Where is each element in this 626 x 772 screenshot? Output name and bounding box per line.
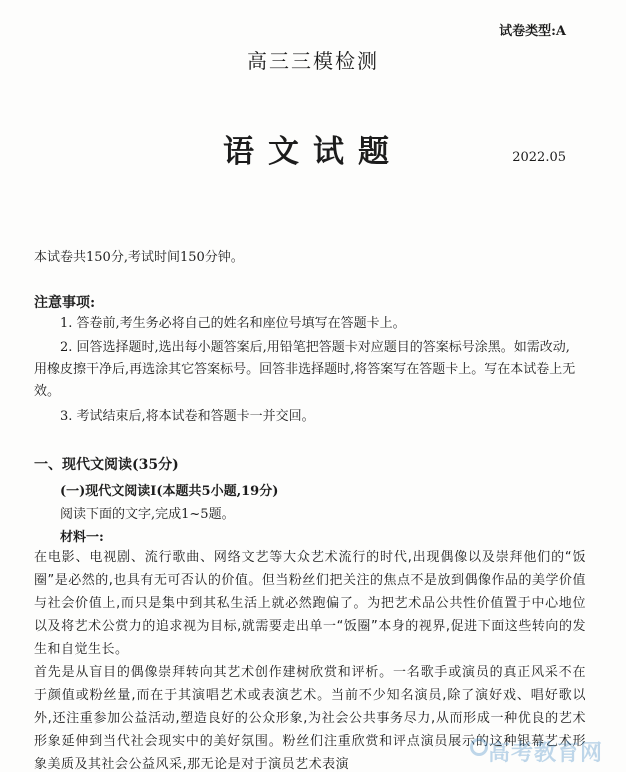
- notice-title: 注意事项:: [34, 295, 96, 311]
- material-label: 材料一:: [60, 530, 104, 545]
- paper-type-label: 试卷类型:A: [499, 24, 566, 39]
- material-paragraph-text: 首先是从盲目的偶像崇拜转向其艺术创作建树欣赏和评析。一名歌手或演员的真正风采不在于颜值或粉丝量,而在于其演唱艺术或表演艺术。当前不少知名演员,除了演好戏、唱好歌以外,还注重参加公益活动,塑造良好的公众形象,为社会公共事务尽力,从而形成一种优良的艺术形象延伸到当代社会现实中的美好氛围。粉丝们注重欣赏和评点演员展示的这种银幕艺术形象美质及其社会公益风采,那无论是对于演员艺术表演: [34, 665, 586, 772]
- reading-instruction: 阅读下面的文字,完成1~5题。: [60, 507, 235, 522]
- notice-item: [34, 313, 582, 335]
- notice-item: [34, 337, 582, 403]
- subject-title: 语文试题: [223, 134, 403, 170]
- material-paragraph-text: 在电影、电视剧、流行歌曲、网络文艺等大众艺术流行的时代,出现偶像以及崇拜他们的“饭圈”是必然的,也具有无可否认的价值。但当粉丝们把关注的焦点不是放到偶像作品的美学价值与社会价值上,而只是集中到其私生活上就必然跑偏了。为把艺术品公共性价值置于中心地位以及将艺术公赏力的追求视为目标,就需要走出单一“饭圈”本身的视界,促进下面这些转向的发生和自觉生长。: [34, 550, 586, 657]
- exam-intro: 本试卷共150分,考试时间150分钟。: [34, 250, 244, 265]
- notice-item-text: 2. 回答选择题时,选出每小题答案后,用铅笔把答题卡对应题目的答案标号涂黑。如需改动,用橡皮擦干净后,再选涂其它答案标号。回答非选择题时,将答案写在答题卡上。写在本试卷上无效。: [34, 340, 576, 399]
- watermark-logo-icon: [470, 738, 488, 756]
- notice-item: [34, 406, 582, 428]
- material-paragraph: [34, 546, 586, 661]
- site-watermark: [470, 732, 620, 772]
- notice-item-text: 3. 考试结束后,将本试卷和答题卡一并交回。: [60, 409, 315, 424]
- exam-date: 2022.05: [512, 150, 566, 165]
- exam-name: 高三三模检测: [247, 49, 379, 73]
- section-title: 一、现代文阅读(35分): [34, 457, 179, 473]
- subsection-heading: (一)现代文阅读Ⅰ(本题共5小题,19分): [60, 484, 279, 499]
- notice-item-text: 1. 答卷前,考生务必将自己的姓名和座位号填写在答题卡上。: [60, 316, 406, 331]
- watermark-text: 高考教育网: [488, 741, 604, 766]
